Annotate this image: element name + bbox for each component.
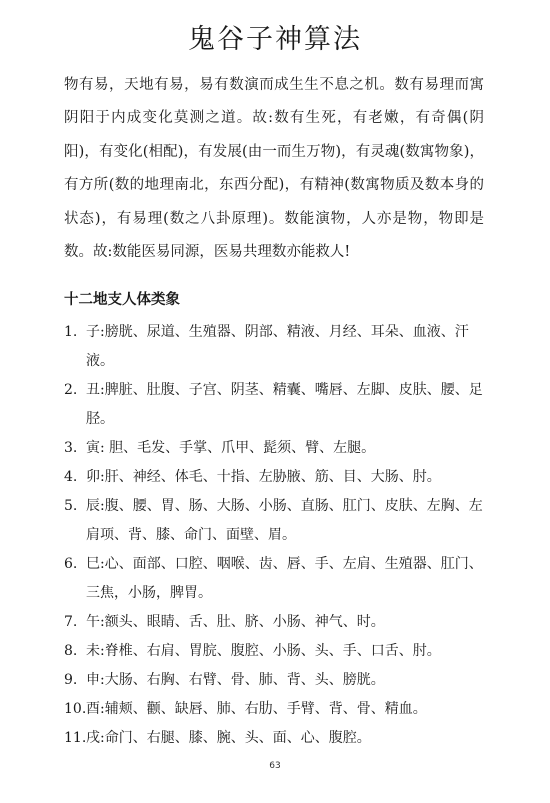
- section-heading: 十二地支人体类象: [64, 291, 180, 308]
- list-item-text: 酉:辅颊、颧、缺唇、肺、右肋、手臂、背、骨、精血。: [86, 701, 427, 717]
- list-item: [64, 318, 494, 376]
- list-item-number: 1.: [64, 324, 78, 340]
- list-item-text: 丑:脾脏、肚腹、子宫、阴茎、精囊、嘴唇、左脚、皮肤、腰、足胫。: [86, 382, 483, 427]
- document-title: 鬼谷子神算法: [188, 24, 362, 55]
- list-item-text: 寅: 胆、毛发、手掌、爪甲、髭须、臂、左腿。: [86, 440, 376, 456]
- list-item-text: 午:额头、眼睛、舌、肚、脐、小肠、神气、时。: [86, 614, 385, 630]
- list-item-text: 辰:腹、腰、胃、肠、大肠、小肠、直肠、肛门、皮肤、左胸、左肩项、背、膝、命门、面壁、眉。: [86, 498, 483, 543]
- list-item-text: 戌:命门、右腿、膝、腕、头、面、心、腹腔。: [86, 730, 371, 746]
- list-item: [64, 376, 494, 434]
- list-item-text: 卯:肝、神经、体毛、十指、左胁腋、筋、目、大肠、肘。: [86, 469, 441, 485]
- body-parts-list: [64, 318, 494, 753]
- list-item: [64, 434, 494, 463]
- list-item-number: 11.: [64, 730, 87, 746]
- list-item: [64, 637, 494, 666]
- list-item: [64, 724, 494, 753]
- list-item: [64, 492, 494, 550]
- list-item: [64, 550, 494, 608]
- list-item-number: 4.: [64, 469, 78, 485]
- list-item-number: 5.: [64, 498, 78, 514]
- list-item-number: 8.: [64, 643, 78, 659]
- list-item: [64, 608, 494, 637]
- list-item: [64, 666, 494, 695]
- list-item-text: 子:膀胱、尿道、生殖器、阴部、精液、月经、耳朵、血液、汗液。: [86, 324, 469, 369]
- list-item-number: 2.: [64, 382, 78, 398]
- page-number: 63: [269, 761, 281, 771]
- list-item: [64, 463, 494, 492]
- list-item-number: 9.: [64, 672, 78, 688]
- list-item-number: 6.: [64, 556, 78, 572]
- list-item-number: 3.: [64, 440, 78, 456]
- intro-paragraph: 物有易，天地有易，易有数演而成生生不息之机。数有易理而寓阴阳于内成变化莫测之道。故:数有生死，有老嫩，有奇偶(阴阳)，有变化(相配)，有发展(由一而生万物)，有灵魂(数寓物象)，有方所(数的地理南北，东西分配)，有精神(数寓物质及数本身的状态)，有易理(数之八卦原理)。数能演物，人亦是物，物即是数。故:数能医易同源，医易共理数亦能救人!: [64, 77, 484, 261]
- list-item-number: 7.: [64, 614, 78, 630]
- list-item-text: 未:脊椎、右肩、胃脘、腹腔、小肠、头、手、口舌、肘。: [86, 643, 441, 659]
- list-item-number: 10.: [64, 701, 87, 717]
- list-item-text: 巳:心、面部、口腔、咽喉、齿、唇、手、左肩、生殖器、肛门、三焦，小肠，脾胃。: [86, 556, 483, 601]
- list-item: [64, 695, 494, 724]
- list-item-text: 申:大肠、右胸、右臂、骨、肺、背、头、膀胱。: [86, 672, 385, 688]
